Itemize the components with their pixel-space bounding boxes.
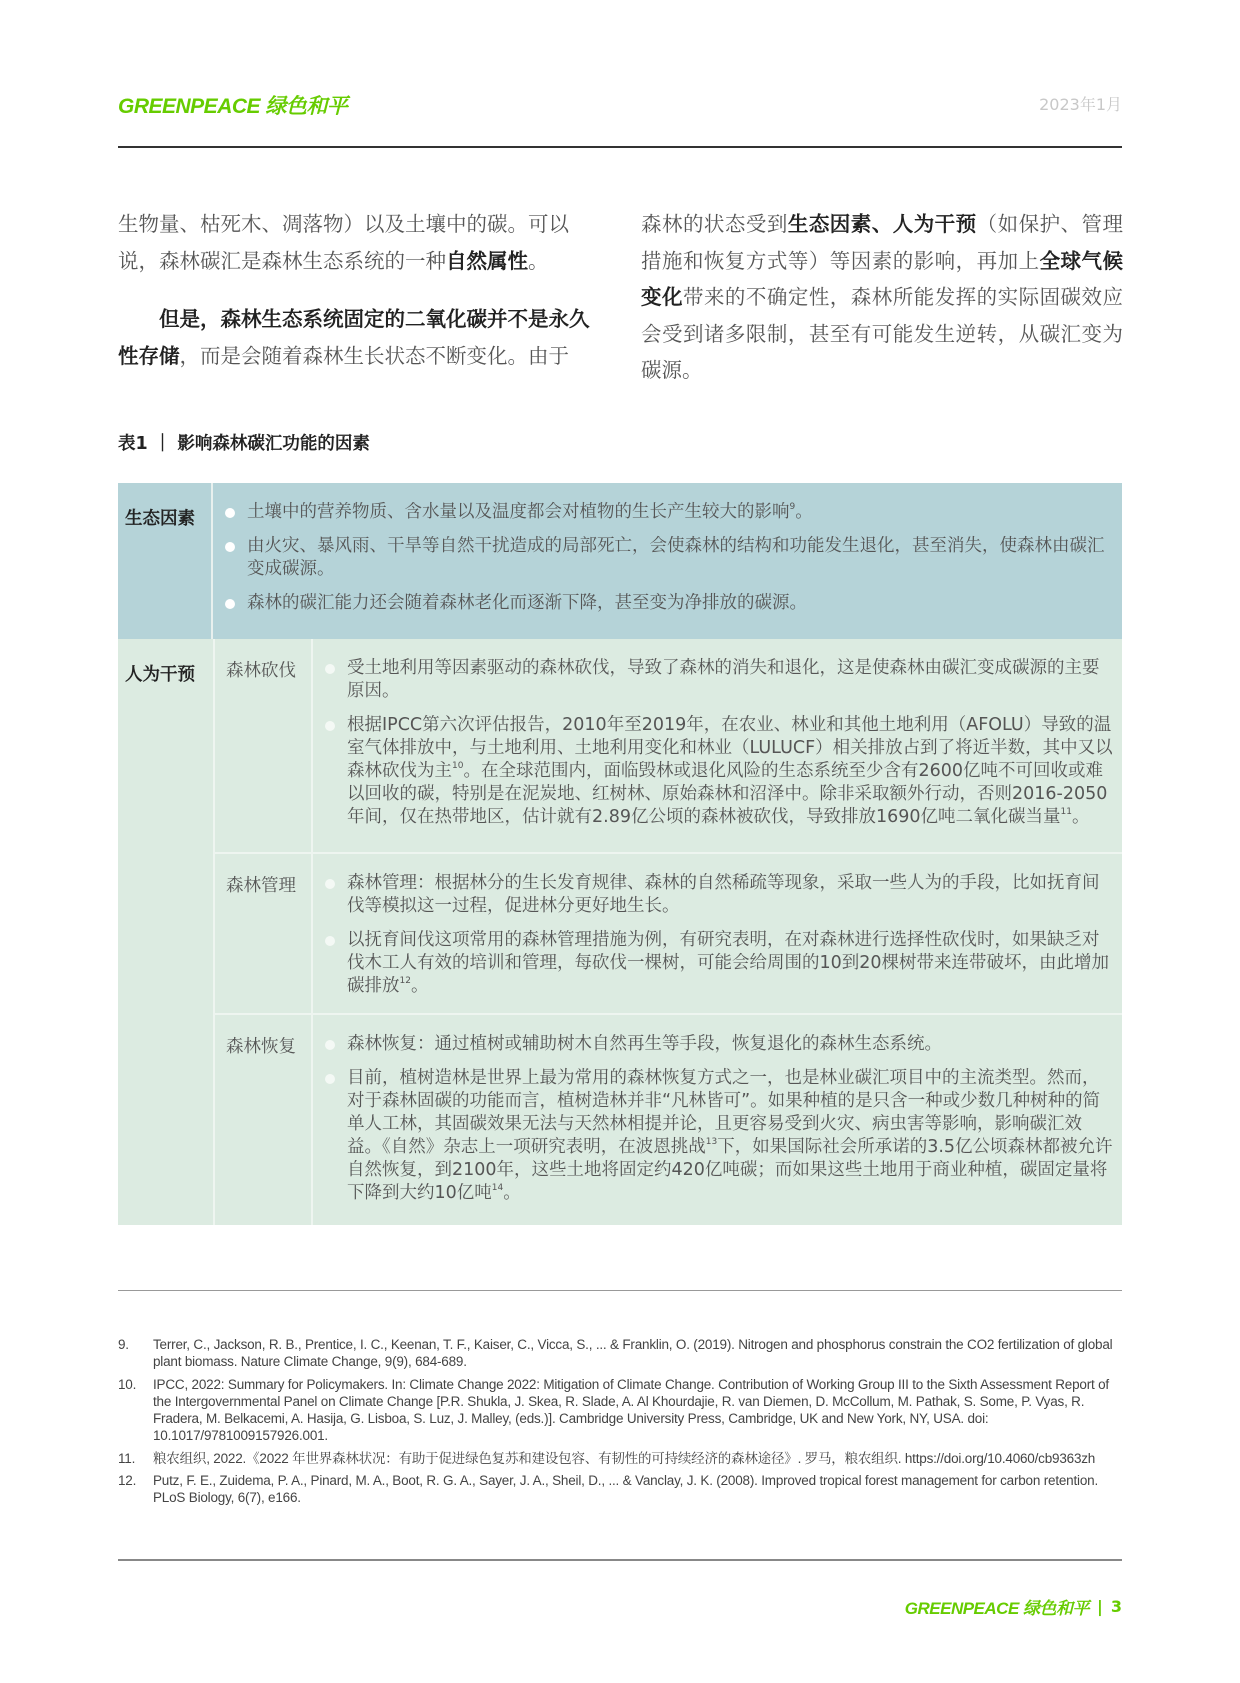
subrow-label: 森林砍伐 (213, 639, 313, 852)
footnote-text: Terrer, C., Jackson, R. B., Prentice, I. C., Keenan, T. F., Kaiser, C., Vicca, S., ... & Franklin, O. (2019). Nitrogen and phosphorus constrain the CO2 fertilization of global plant biomass. Nature Climate Change, 9(9), 684-689. (153, 1337, 1113, 1370)
bullet-item (323, 872, 1114, 918)
footnote (118, 1376, 1122, 1445)
footnote (118, 1450, 1122, 1467)
date-label: 2023年1月 (1039, 95, 1122, 114)
paragraph (641, 206, 1123, 389)
table-title: 表1 ｜ 影响森林碳汇功能的因素 (118, 434, 370, 454)
footnote (118, 1472, 1122, 1507)
bullet-item (323, 1067, 1114, 1205)
subrows (213, 639, 1122, 1225)
row-label: 人为干预 (125, 665, 195, 685)
text: 。 (528, 248, 549, 273)
bold-text: 生态因素、人为干预 (787, 212, 977, 236)
row-label: 生态因素 (118, 483, 213, 639)
separator: | (1097, 1597, 1103, 1616)
footer (905, 1594, 1122, 1619)
paragraph (118, 301, 600, 374)
text: 森林的碳汇能力还会随着森林老化而逐渐下降，甚至变为净排放的碳源。 (247, 593, 807, 613)
footnote (118, 1336, 1122, 1371)
text: 生物量、枯死木、凋落物）以及土壤中的碳。可以说，森林碳汇是森林生态系统的一种 (118, 212, 569, 273)
footnote-ref: 14 (491, 1183, 504, 1193)
page-number: 3 (1110, 1597, 1122, 1616)
body-column-right (641, 206, 1123, 389)
row-ecological-factors (118, 483, 1122, 639)
cell (213, 483, 1122, 639)
text: 。 (1071, 807, 1090, 827)
footnotes (118, 1336, 1122, 1512)
footnote-ref: 9 (789, 502, 796, 512)
footer-divider (118, 1559, 1122, 1561)
footnote-ref: 12 (399, 976, 411, 986)
footnote-ref: 11 (1060, 807, 1072, 817)
bold-text: 自然属性 (446, 248, 528, 273)
text: ，而是会随着森林生长状态不断变化。由于 (179, 343, 569, 368)
cell (313, 854, 1122, 1013)
body-column-left (118, 206, 600, 374)
bullet-item (223, 535, 1114, 581)
footnote-text: IPCC, 2022: Summary for Policymakers. In: Climate Change 2022: Mitigation of Climate Change. Contribution of Working Group III to the Sixth Assessment Report of the Intergovernmental Panel on Climate Change [P.R. Shukla, J. Skea, R. Slade, A. Al Khourdajie, R. van Diemen, D. McCollum, M. Pathak, S. Some, P. Vyas, R. Fradera, M. Belkacemi, A. Hasija, G. Lisboa, S. Luz, J. Malley, (eds.)]. Cambridge University Press, Cambridge, UK and New York, NY, USA. doi: 10.1017/9781009157926.001. (153, 1376, 1109, 1444)
text: 以抚育间伐这项常用的森林管理措施为例，有研究表明，在对森林进行选择性砍伐时，如果缺乏对伐木工人有效的培训和管理，每砍伐一棵树，可能会给周围的10到20棵树带来连带破坏，由此增加碳排放 (347, 930, 1110, 996)
greenpeace-logo: GREENPEACE 绿色和平 (904, 1599, 1090, 1618)
text: （如保护、管理措施和恢复方式等）等因素的影响，再加上 (641, 212, 1124, 273)
footnote-number: 10. (118, 1376, 137, 1392)
bold-text: 但是，森林生态系统固定的二氧化碳并不是永久性存储 (118, 307, 590, 368)
cell (313, 639, 1122, 852)
bullet-item (323, 1033, 1114, 1056)
text: 根据IPCC第六次评估报告，2010年至2019年，在农业、林业和其他土地利用（AFOLU）导致的温室气体排放中，与土地利用、土地利用变化和林业（LULUCF）相关排放占到了将近半数，其中又以森林砍伐为主 (347, 715, 1113, 781)
text: 。 (503, 1183, 521, 1203)
greenpeace-logo: GREENPEACE 绿色和平 (118, 95, 348, 118)
footnote-ref: 10 (452, 761, 464, 771)
footnote-divider (118, 1290, 1122, 1291)
bullet-item (323, 657, 1114, 703)
text: 下，如果国际社会所承诺的3.5亿公顷森林都被允许自然恢复，到2100年，这些土地将固定约420亿吨碳；而如果这些土地用于商业种植，碳固定量将下降到大约10亿吨 (347, 1137, 1113, 1203)
subrow (213, 854, 1122, 1015)
footnote-number: 9. (118, 1337, 129, 1352)
cell (313, 1015, 1122, 1225)
text: 。 (795, 502, 813, 522)
text: 森林恢复：通过植树或辅助树木自然再生等手段，恢复退化的森林生态系统。 (347, 1034, 942, 1054)
text: 由火灾、暴风雨、干旱等自然干扰造成的局部死亡，会使森林的结构和功能发生退化，甚至消失，使森林由碳汇变成碳源。 (247, 536, 1105, 579)
row-human-intervention (118, 639, 1122, 1225)
bullet-item (223, 501, 1114, 524)
paragraph (118, 206, 600, 279)
text: 土壤中的营养物质、含水量以及温度都会对植物的生长产生较大的影响 (247, 502, 790, 522)
subrow-label: 森林管理 (213, 854, 313, 1013)
text: 带来的不确定性，森林所能发挥的实际固碳效应会受到诸多限制，甚至有可能发生逆转，从碳汇变为碳源。 (641, 285, 1124, 382)
header-divider (118, 146, 1122, 148)
text: 森林管理：根据林分的生长发育规律、森林的自然稀疏等现象，采取一些人为的手段，比如抚育间伐等模拟这一过程，促进林分更好地生长。 (347, 873, 1100, 916)
bullet-item (223, 592, 1114, 615)
subrow (213, 639, 1122, 854)
footnote-ref: 13 (705, 1137, 718, 1147)
footnote-number: 11. (118, 1450, 136, 1466)
subrow-label: 森林恢复 (213, 1015, 313, 1225)
factors-table (118, 483, 1122, 1225)
bullet-item (323, 929, 1114, 998)
text: 受土地利用等因素驱动的森林砍伐，导致了森林的消失和退化，这是使森林由碳汇变成碳源的主要原因。 (347, 658, 1100, 701)
text: 森林的状态受到 (641, 212, 788, 236)
footnote-text: Putz, F. E., Zuidema, P. A., Pinard, M. A., Boot, R. G. A., Sayer, J. A., Sheil, D., ... & Vanclay, J. K. (2008). Improved tropical forest management for carbon retention. PLoS Biology, 6(7), e166. (153, 1473, 1098, 1506)
subrow (213, 1015, 1122, 1225)
bold-text: 全球气候变化 (641, 248, 1124, 309)
text: 。在全球范围内，面临毁林或退化风险的生态系统至少含有2600亿吨不可回收或难以回收的碳，特别是在泥炭地、红树林、原始森林和沼泽中。除非采取额外行动，否则2016-2050年间，仅在热带地区，估计就有2.89亿公顷的森林被砍伐，导致排放1690亿吨二氧化碳当量 (347, 761, 1108, 827)
text: 。 (410, 976, 429, 996)
text: 目前，植树造林是世界上最为常用的森林恢复方式之一，也是林业碳汇项目中的主流类型。然而，对于森林固碳的功能而言，植树造林并非“凡林皆可”。如果种植的是只含一种或少数几种树种的简单人工林，其固碳效果无法与天然林相提并论，且更容易受到火灾、病虫害等影响，影响碳汇效益。《自然》杂志上一项研究表明，在波恩挑战 (347, 1068, 1101, 1157)
footnote-text: 粮农组织, 2022.《2022 年世界森林状况：有助于促进绿色复苏和建设包容、有韧性的可持续经济的森林途径》. 罗马，粮农组织. https://doi.org/10.4060/cb9363zh (153, 1450, 1096, 1466)
footnote-number: 12. (118, 1473, 137, 1489)
bullet-item (323, 714, 1114, 829)
